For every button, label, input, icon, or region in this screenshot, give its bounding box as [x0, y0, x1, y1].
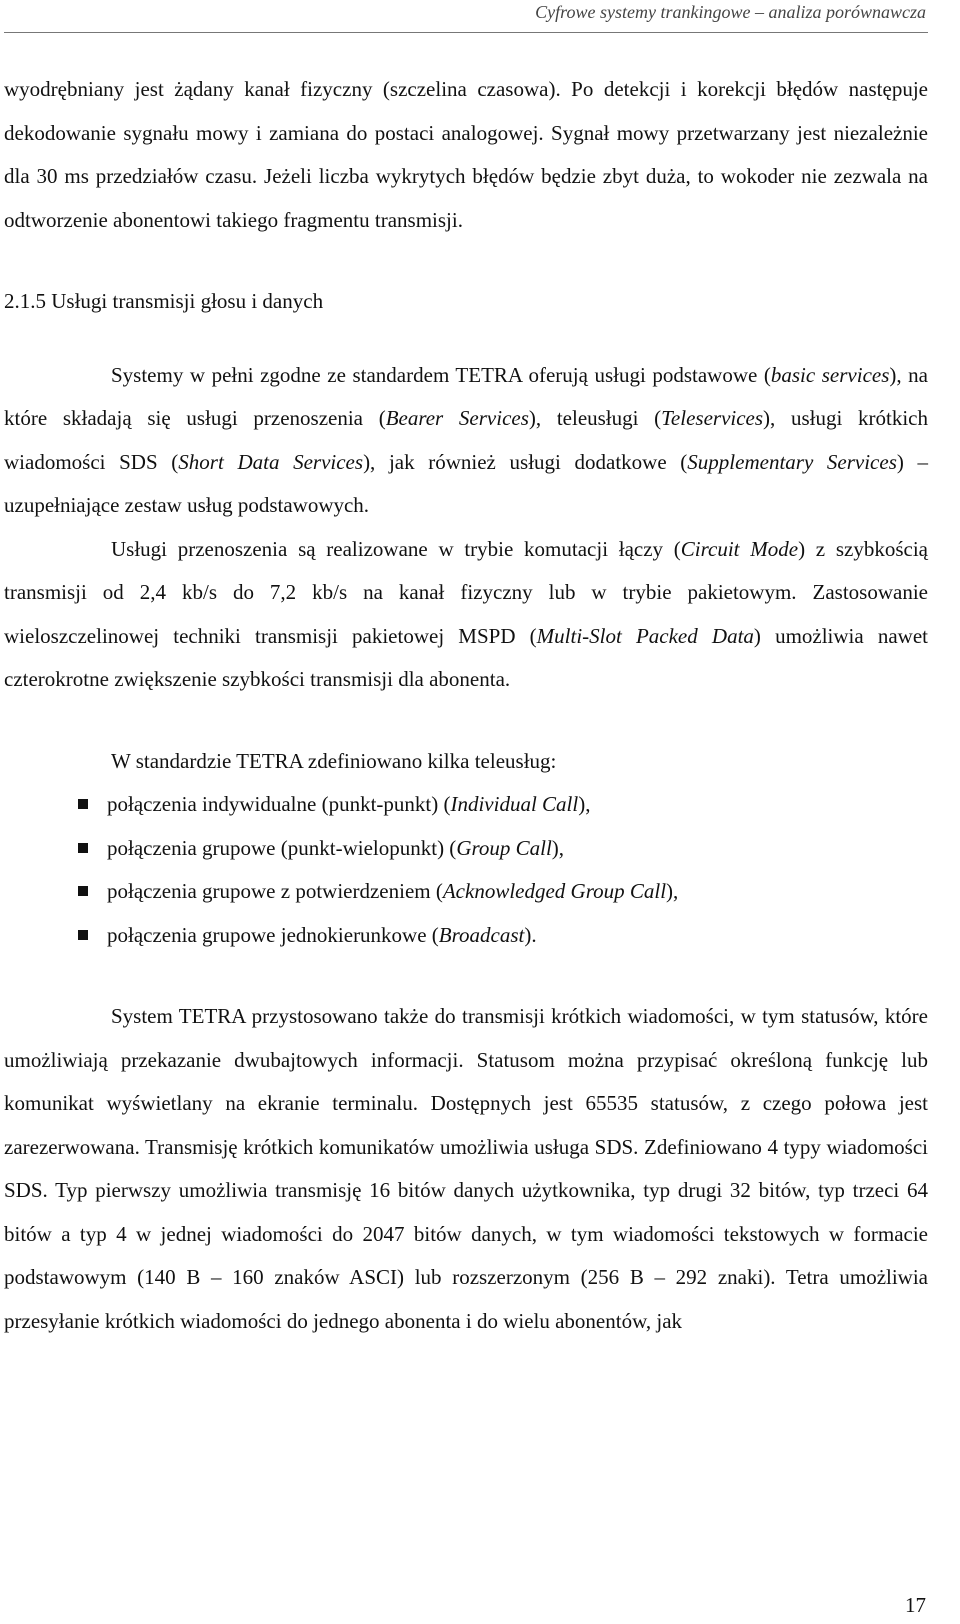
running-header: Cyfrowe systemy trankingowe – analiza porównawcza [535, 2, 926, 22]
bearer-paragraph: Usługi przenoszenia są realizowane w trybie komutacji łączy (Circuit Mode) z szybkością transmisji od 2,4 kb/s do 7,2 kb/s na kanał fizyczny lub w trybie pakietowym. Zastosowanie wieloszczelinowej techniki transmisji pakietowej MSPD (Multi-Slot Packed Data) umożliwia nawet czterokrotne zwiększenie szybkości transmisji dla abonenta. [4, 536, 929, 691]
services-paragraph: Systemy w pełni zgodne ze standardem TETRA oferują usługi podstawowe (basic services), na które składają się usługi przenoszenia (Bearer Services), teleusługi (Teleservices), usługi krótkich wiadomości SDS (Short Data Services), jak również usługi dodatkowe (Supplementary Services) – uzupełniające zestaw usług podstawowych. [4, 362, 929, 517]
square-bullet-icon [78, 930, 88, 940]
intro-paragraph: wyodrębniany jest żądany kanał fizyczny (szczelina czasowa). Po detekcji i korekcji błędów następuje dekodowanie sygnału mowy i zamiana do postaci analogowej. Sygnał mowy przetwarzany jest niezależnie dla 30 ms przedziałów czasu. Jeżeli liczba wykrytych błędów będzie zbyt duża, to wokoder nie zezwala na odtworzenie abonentowi takiego fragmentu transmisji. [4, 77, 928, 232]
list-item: połączenia grupowe z potwierdzeniem (Acknowledged Group Call), [4, 870, 928, 914]
list-intro: W standardzie TETRA zdefiniowano kilka teleusług: [111, 748, 557, 773]
sds-paragraph: System TETRA przystosowano także do transmisji krótkich wiadomości, w tym statusów, które umożliwiają przekazanie dwubajtowych informacji. Statusom można przypisać określoną funkcję lub komunikat wyświetlany na ekranie terminalu. Dostępnych jest 65535 statusów, z czego połowa jest zarezerwowana. Transmisję krótkich komunikatów umożliwia usługa SDS. Zdefiniowano 4 typy wiadomości SDS. Typ pierwszy umożliwia transmisję 16 bitów danych użytkownika, typ drugi 32 bitów, typ trzeci 64 bitów a typ 4 w jednej wiadomości do 2047 bitów danych, w tym wiadomości tekstowych w formacie podstawowym (140 B – 160 znaków ASCI) lub rozszerzonym (256 B – 292 znaki). Tetra umożliwia przesyłanie krótkich wiadomości do jednego abonenta i do wielu abonentów, jak [4, 1004, 928, 1333]
square-bullet-icon [78, 843, 88, 853]
list-item: połączenia grupowe (punkt-wielopunkt) (Group Call), [4, 827, 928, 871]
page-number: 17 [905, 1593, 926, 1617]
section-heading: 2.1.5 Usługi transmisji głosu i danych [4, 289, 324, 313]
square-bullet-icon [78, 886, 88, 896]
page-content [4, 68, 928, 1343]
teleservices-list [4, 783, 928, 957]
list-item: połączenia grupowe jednokierunkowe (Broadcast). [4, 914, 928, 958]
square-bullet-icon [78, 799, 88, 809]
list-item: połączenia indywidualne (punkt-punkt) (Individual Call), [4, 783, 928, 827]
header-rule [4, 32, 928, 33]
